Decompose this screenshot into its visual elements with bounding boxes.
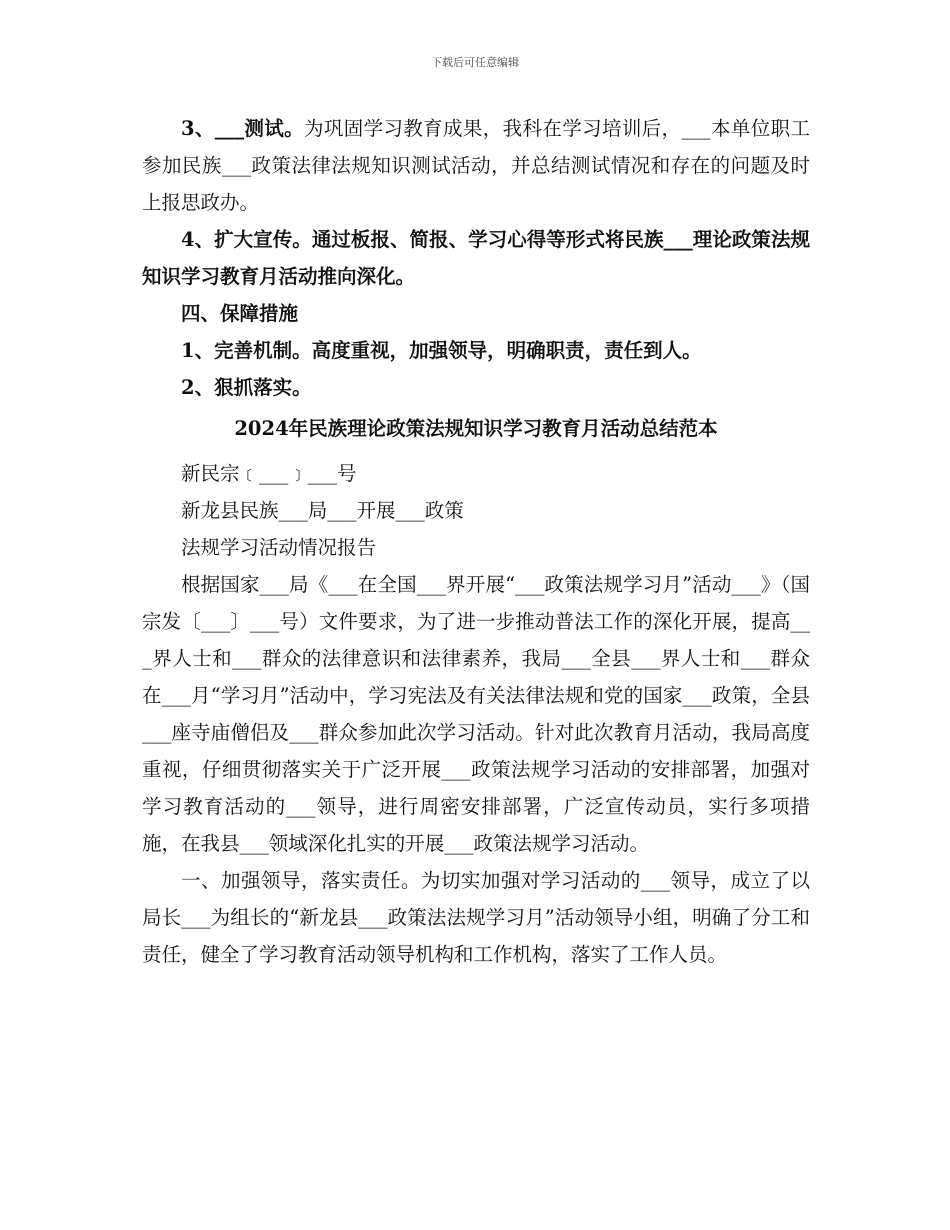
page-header: 下载后可任意编辑: [431, 56, 519, 69]
paragraph-implementation: 2、狠抓落实。: [181, 376, 312, 399]
paragraph-testing: 3、___测试。为巩固学习教育成果，我科在学习培训后，___本单位职工参加民族___政策法律法规知识测试活动，并总结测试情况和存在的问题及时上报思政办。: [142, 117, 810, 214]
document-title: 2024年民族理论政策法规知识学习教育月活动总结范本: [234, 417, 718, 440]
report-title-line-1: 新龙县民族___局___开展___政策: [181, 499, 464, 522]
paragraph-testing-lead: 3、___测试。: [181, 117, 304, 140]
report-title-line-2: 法规学习活动情况报告: [181, 536, 377, 559]
document-body: [142, 110, 810, 973]
heading-safeguards: 四、保障措施: [181, 302, 299, 325]
paragraph-publicity: 4、扩大宣传。通过板报、简报、学习心得等形式将民族___理论政策法规知识学习教育月活动推向深化。: [142, 228, 810, 288]
document-number: 新民宗﹝___﹞___号: [181, 462, 357, 485]
paragraph-mechanism: 1、完善机制。高度重视，加强领导，明确职责，责任到人。: [181, 339, 702, 362]
paragraph-leadership: 一、加强领导，落实责任。为切实加强对学习活动的___领导，成立了以局长___为组长的“新龙县___政策法法规学习月”活动领导小组，明确了分工和责任，健全了学习教育活动领导机构和工作机构，落实了工作人员。: [142, 869, 810, 966]
paragraph-background: 根据国家___局《___在全国___界开展“___政策法规学习月”活动___》（国宗发〔___〕___号）文件要求，为了进一步推动普法工作的深化开展，提高___界人士和___群众的法律意识和法律素养，我局___全县___界人士和___群众在___月“学习月”活动中，学习宪法及有关法律法规和党的国家___政策，全县___座寺庙僧侣及___群众参加此次学习活动。针对此次教育月活动，我局高度重视，仔细贯彻落实关于广泛开展___政策法规学习活动的安排部署，加强对学习教育活动的___领导，进行周密安排部署，广泛宣传动员，实行多项措施，在我县___领域深化扎实的开展___政策法规学习活动。: [142, 573, 810, 855]
